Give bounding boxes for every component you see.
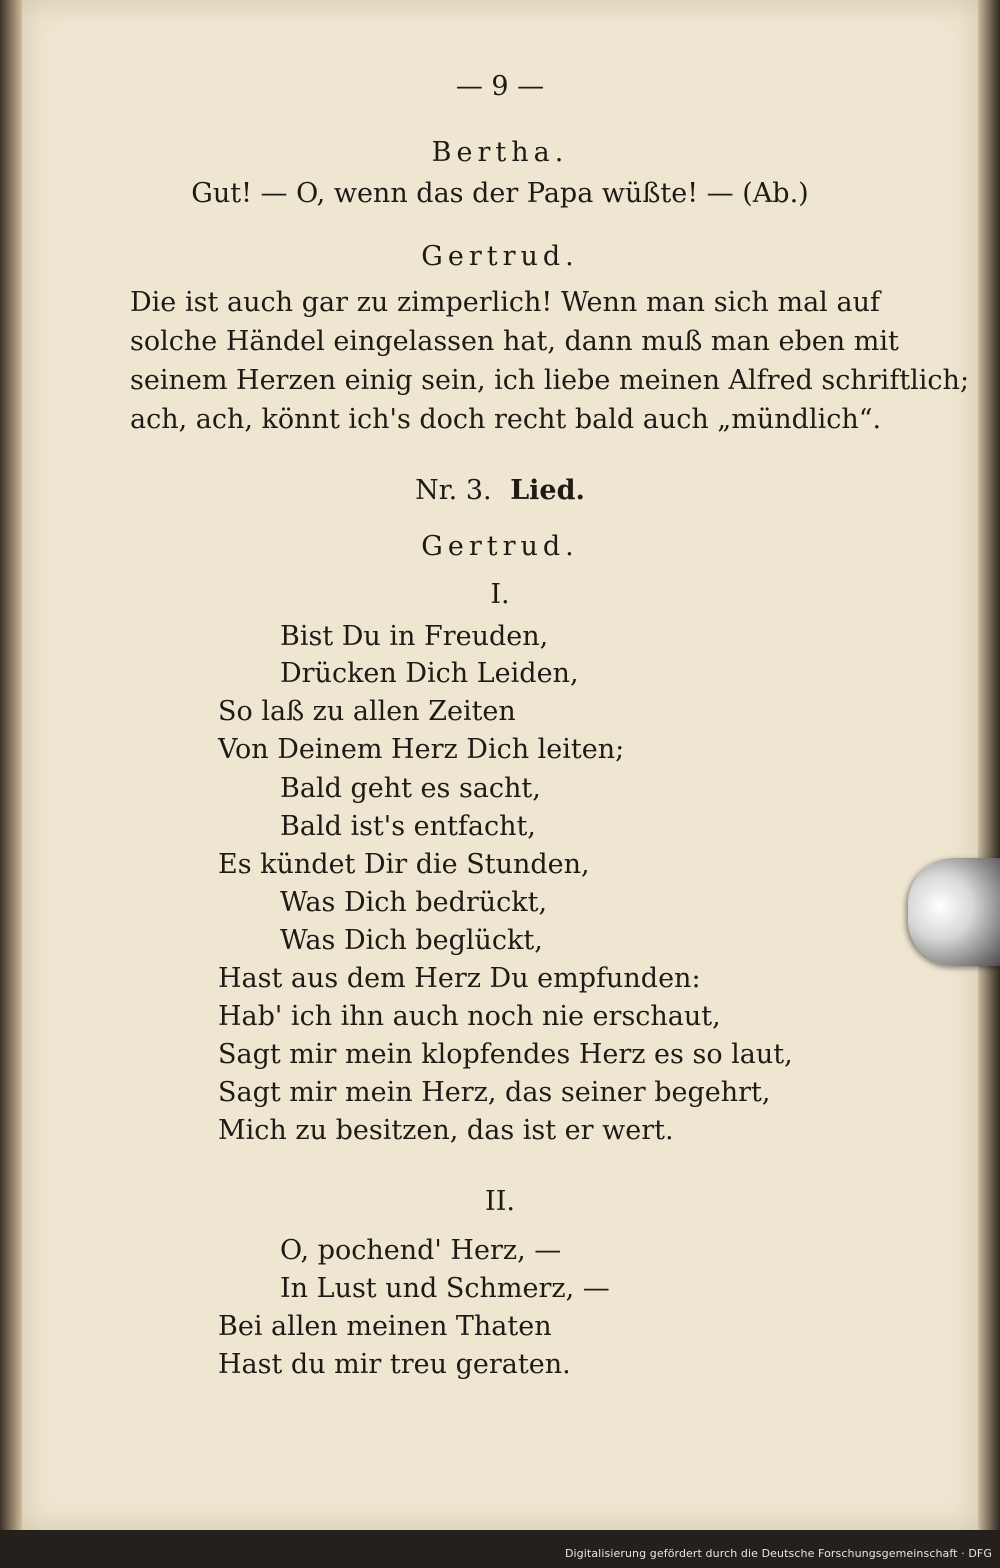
verse-line: Sagt mir mein Herz, das seiner begehrt, <box>218 1077 771 1108</box>
verse-line: Von Deinem Herz Dich leiten; <box>218 734 625 765</box>
speaker-gertrud: Gertrud. <box>421 531 579 562</box>
digitization-credit: Digitalisierung gefördert durch die Deutsche Forschungsgemeinschaft · DFG <box>564 1547 992 1560</box>
speaker-gertrud: Gertrud. <box>421 241 579 272</box>
verse-number: II. <box>485 1186 515 1217</box>
verse-line: Hab' ich ihn auch noch nie erschaut, <box>218 1001 721 1032</box>
verse-line: Hast du mir treu geraten. <box>218 1349 571 1380</box>
book-page <box>22 0 978 1530</box>
song-heading <box>22 474 978 508</box>
verse-line: Bald geht es sacht, <box>280 773 541 804</box>
song-title: Lied. <box>510 475 585 506</box>
verse-line: Hast aus dem Herz Du empfunden: <box>218 963 701 994</box>
verse-line: Was Dich beglückt, <box>280 925 543 956</box>
song-number: Nr. 3. <box>415 475 492 506</box>
verse-line: Sagt mir mein klopfendes Herz es so laut, <box>218 1039 793 1070</box>
prose-line: solche Händel eingelassen hat, dann muß man eben mit <box>130 326 899 357</box>
prose-line: seinem Herzen einig sein, ich liebe meinen Alfred schriftlich; <box>130 365 970 396</box>
page-edge <box>978 0 1000 1530</box>
book-gutter <box>0 0 22 1530</box>
verse-line: In Lust und Schmerz, — <box>280 1273 610 1304</box>
verse-line: Bist Du in Freuden, <box>280 621 549 652</box>
verse-line: Mich zu besitzen, das ist er wert. <box>218 1115 674 1146</box>
verse-line: Bei allen meinen Thaten <box>218 1311 552 1342</box>
verse-number: I. <box>490 579 510 610</box>
verse-line: Was Dich bedrückt, <box>280 887 548 918</box>
dialogue-bertha: Gut! — O, wenn das der Papa wüßte! — (Ab.) <box>191 178 809 209</box>
prose-line: Die ist auch gar zu zimperlich! Wenn man sich mal auf <box>130 287 880 318</box>
footer-band <box>0 1530 1000 1568</box>
prose-line: ach, ach, könnt ich's doch recht bald auch „mündlich“. <box>130 404 882 435</box>
verse-line: Es kündet Dir die Stunden, <box>218 849 590 880</box>
verse-line: Drücken Dich Leiden, <box>280 658 579 689</box>
page-number: — 9 — <box>455 71 545 102</box>
page-clip <box>908 858 1000 966</box>
speaker-bertha: Bertha. <box>431 137 569 168</box>
verse-line: Bald ist's entfacht, <box>280 811 536 842</box>
verse-line: So laß zu allen Zeiten <box>218 696 516 727</box>
verse-line: O, pochend' Herz, — <box>280 1235 562 1266</box>
